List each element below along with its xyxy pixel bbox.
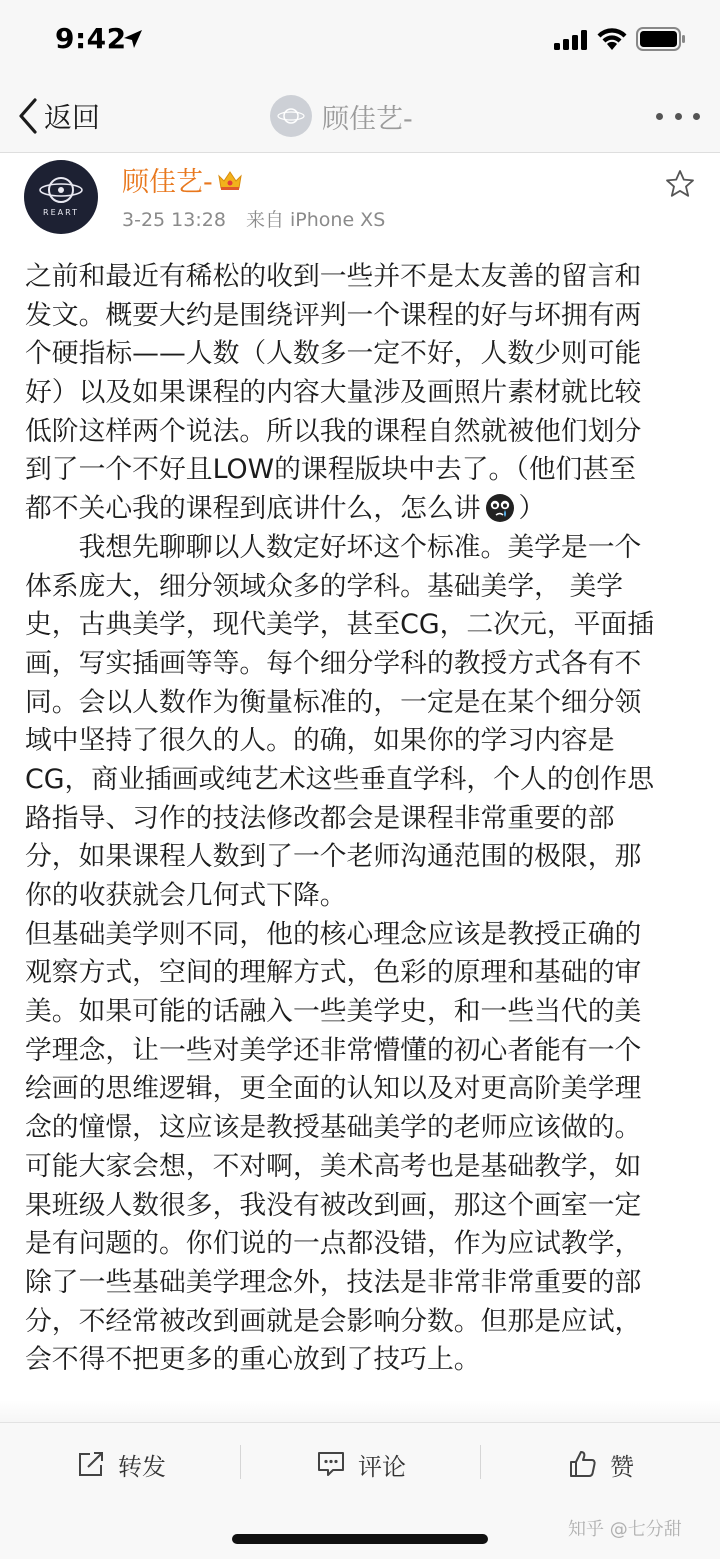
comment-icon bbox=[316, 1449, 346, 1479]
status-time: 9:42 bbox=[55, 22, 127, 55]
back-chevron-icon bbox=[18, 98, 38, 134]
post-text: 都不关心我的课程到底讲什么，怎么讲 bbox=[25, 493, 481, 525]
crown-icon bbox=[217, 168, 243, 192]
back-button[interactable] bbox=[18, 94, 100, 138]
post-body bbox=[25, 258, 701, 1380]
location-arrow-icon bbox=[122, 28, 144, 50]
post-text: 你的收获就会几何式下降。 bbox=[25, 880, 347, 911]
post-text: 绘画的思维逻辑，更全面的认知以及对更高阶美学理 bbox=[25, 1073, 642, 1105]
planet-logo-icon bbox=[276, 101, 306, 131]
author-name-row bbox=[122, 160, 243, 199]
like-icon bbox=[568, 1449, 598, 1479]
like-label: 赞 bbox=[610, 1452, 634, 1481]
post-text-line bbox=[25, 916, 701, 955]
planet-logo-icon bbox=[24, 160, 98, 234]
crying-emoji-icon bbox=[485, 493, 515, 523]
post-text: 可能大家会想，不对啊，美术高考也是基础教学，如 bbox=[25, 1150, 642, 1182]
post-text: 我想先聊聊以人数定好坏这个标准。美学是一个 bbox=[25, 531, 642, 563]
post-text: 同。会以人数作为衡量标准的，一定是在某个细分领 bbox=[25, 686, 642, 718]
toolbar-divider bbox=[480, 1445, 481, 1479]
post-text: 观察方式，空间的理解方式，色彩的原理和基础的审 bbox=[25, 957, 642, 989]
post-text-line bbox=[25, 1303, 701, 1342]
post-text: 体系庞大，细分领域众多的学科。基础美学， 美学 bbox=[25, 570, 624, 602]
bottom-fade bbox=[0, 1400, 720, 1424]
post-text: 但基础美学则不同，他的核心理念应该是教授正确的 bbox=[25, 918, 642, 950]
post-text-line bbox=[25, 258, 701, 297]
post-text-line bbox=[25, 877, 701, 916]
post-text: 果班级人数很多，我没有被改到画，那这个画室一定 bbox=[25, 1189, 642, 1221]
post-text: 之前和最近有稀松的收到一些并不是太友善的留言和 bbox=[25, 261, 642, 292]
post-text: 分，如果课程人数到了一个老师沟通范围的极限，那 bbox=[25, 841, 642, 873]
post-text: 低阶这样两个说法。所以我的课程自然就被他们划分 bbox=[25, 415, 642, 447]
star-icon[interactable] bbox=[664, 168, 696, 200]
post-text-line bbox=[25, 1032, 701, 1071]
post-meta bbox=[122, 205, 385, 232]
avatar-brand-text: REART bbox=[43, 208, 79, 217]
toolbar-divider bbox=[240, 1445, 241, 1479]
repost-button[interactable] bbox=[76, 1443, 166, 1485]
post-text-line bbox=[25, 1109, 701, 1148]
signal-icon bbox=[554, 30, 588, 50]
status-bar bbox=[0, 0, 720, 80]
post-text-line bbox=[25, 606, 701, 645]
post-text-line bbox=[25, 451, 701, 490]
post-text-line bbox=[25, 1264, 701, 1303]
post-text-line bbox=[25, 1070, 701, 1109]
battery-icon bbox=[636, 27, 686, 51]
post-text-line bbox=[25, 1148, 701, 1187]
post-text-line bbox=[25, 490, 701, 529]
watermark: 知乎 @七分甜 bbox=[568, 1519, 682, 1540]
more-icon[interactable] bbox=[656, 104, 700, 128]
post-text-line bbox=[25, 297, 701, 336]
post-text-line bbox=[25, 684, 701, 723]
post-text-line bbox=[25, 954, 701, 993]
post-text: 美。如果可能的话融入一些美学史，和一些当代的美 bbox=[25, 996, 642, 1028]
post-text: 好）以及如果课程的内容大量涉及画照片素材就比较 bbox=[25, 377, 642, 409]
post-text: 学理念，让一些对美学还非常懵懂的初心者能有一个 bbox=[25, 1034, 642, 1066]
nav-avatar bbox=[270, 95, 312, 137]
nav-title: 顾佳艺- bbox=[322, 103, 413, 135]
post-text-line bbox=[25, 645, 701, 684]
back-label: 返回 bbox=[44, 101, 101, 134]
author-name[interactable]: 顾佳艺- bbox=[122, 167, 213, 198]
post-text: CG，商业插画或纯艺术这些垂直学科，个人的创作思 bbox=[25, 763, 655, 795]
post-text-line bbox=[25, 722, 701, 761]
author-avatar[interactable] bbox=[24, 160, 98, 234]
post-source: 来自 iPhone XS bbox=[245, 209, 386, 231]
nav-bar bbox=[0, 80, 720, 153]
repost-label: 转发 bbox=[118, 1452, 166, 1481]
post-text-line bbox=[25, 335, 701, 374]
post-text: 会不得不把更多的重心放到了技巧上。 bbox=[25, 1344, 481, 1376]
post-text: 画，写实插画等等。每个细分学科的教授方式各有不 bbox=[25, 647, 642, 679]
post-text-line bbox=[25, 1187, 701, 1226]
post-text-line bbox=[25, 1225, 701, 1264]
wifi-icon bbox=[596, 26, 628, 50]
post-text: 路指导、习作的技法修改都会是课程非常重要的部 bbox=[25, 802, 615, 834]
post-text-line bbox=[25, 761, 701, 800]
post-text: 发文。概要大约是围绕评判一个课程的好与坏拥有两 bbox=[25, 299, 642, 331]
post-text-line bbox=[25, 1341, 701, 1380]
post-text-line bbox=[25, 800, 701, 839]
comment-label: 评论 bbox=[358, 1452, 406, 1481]
post-date: 3-25 13:28 bbox=[122, 209, 226, 231]
post-text-line bbox=[25, 838, 701, 877]
post-text-line bbox=[25, 413, 701, 452]
nav-title-group[interactable] bbox=[270, 94, 413, 138]
post-text-line bbox=[25, 529, 701, 568]
post-text: 除了一些基础美学理念外，技法是非常非常重要的部 bbox=[25, 1266, 642, 1298]
post-text-line bbox=[25, 374, 701, 413]
repost-icon bbox=[76, 1449, 106, 1479]
post-text: 念的憧憬，这应该是教授基础美学的老师应该做的。 bbox=[25, 1112, 642, 1144]
post-text: 到了一个不好且LOW的课程版块中去了。（他们甚至 bbox=[25, 454, 636, 486]
post-text: 史，古典美学，现代美学，甚至CG，二次元，平面插 bbox=[25, 609, 655, 641]
home-indicator[interactable] bbox=[232, 1534, 488, 1544]
post-text-line bbox=[25, 993, 701, 1032]
post-text: 分，不经常被改到画就是会影响分数。但那是应试， bbox=[25, 1305, 642, 1337]
post-text: 是有问题的。你们说的一点都没错，作为应试教学， bbox=[25, 1228, 642, 1260]
post-text-line bbox=[25, 568, 701, 607]
comment-button[interactable] bbox=[316, 1443, 406, 1485]
post-text: 域中坚持了很久的人。的确，如果你的学习内容是 bbox=[25, 725, 615, 757]
like-button[interactable] bbox=[568, 1443, 634, 1485]
post-text: ） bbox=[518, 493, 546, 525]
post-text: 个硬指标——人数（人数多一定不好，人数少则可能 bbox=[25, 338, 642, 370]
